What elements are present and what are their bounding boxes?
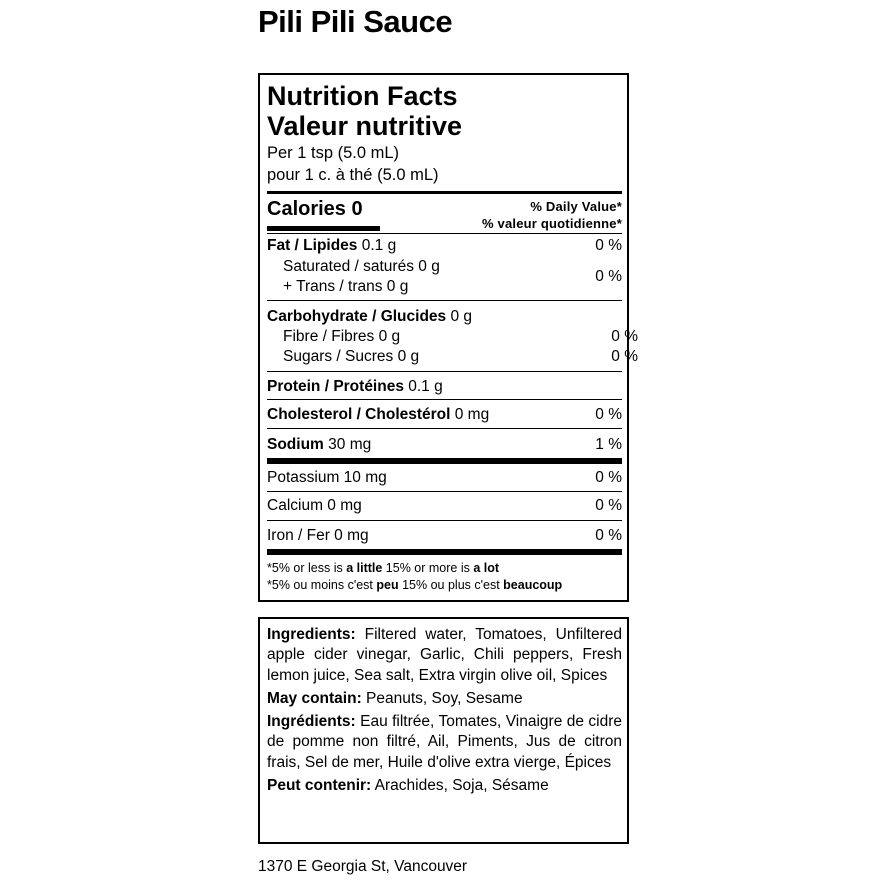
serving-size-fr: pour 1 c. à thé (5.0 mL) bbox=[267, 166, 439, 184]
cholesterol-row bbox=[267, 406, 622, 424]
fat-percent: 0 % bbox=[595, 237, 622, 254]
product-title: Pili Pili Sauce bbox=[258, 4, 453, 39]
serving-size-en: Per 1 tsp (5.0 mL) bbox=[267, 144, 400, 162]
footnote-fr-text: 15% ou plus c'est bbox=[398, 578, 504, 592]
may-contain-text: Peanuts, Soy, Sesame bbox=[361, 689, 523, 707]
divider bbox=[267, 233, 622, 234]
daily-value-header-en: % Daily Value* bbox=[530, 199, 622, 214]
thick-divider bbox=[267, 549, 622, 555]
divider bbox=[267, 371, 622, 372]
cholesterol-amount: 0 mg bbox=[450, 406, 490, 423]
peut-contenir-text: Arachides, Soja, Sésame bbox=[371, 777, 549, 795]
footnote-en-text: *5% or less is bbox=[267, 561, 347, 575]
ingredients-fr bbox=[267, 712, 622, 773]
footnote-en-text: 15% or more is bbox=[382, 561, 474, 575]
calcium-percent: 0 % bbox=[595, 497, 622, 514]
calories-underline bbox=[267, 226, 380, 231]
footnote-fr-text: *5% ou moins c'est bbox=[267, 578, 377, 592]
nutrition-title-en: Nutrition Facts bbox=[267, 81, 458, 111]
potassium-percent: 0 % bbox=[595, 469, 622, 486]
peut-contenir-label: Peut contenir: bbox=[267, 777, 372, 795]
fibre-percent: 0 % bbox=[611, 328, 638, 345]
potassium-label: Potassium 10 mg bbox=[267, 469, 387, 486]
sugars-label: Sugars / Sucres 0 g bbox=[283, 348, 420, 365]
divider bbox=[267, 491, 622, 492]
carbohydrate-amount: 0 g bbox=[446, 308, 473, 325]
daily-value-header-fr: % valeur quotidienne* bbox=[481, 216, 622, 231]
iron-row bbox=[267, 527, 622, 545]
protein-amount: 0.1 g bbox=[403, 378, 443, 395]
footnote-fr-bold: peu bbox=[376, 578, 399, 592]
calcium-label: Calcium 0 mg bbox=[267, 497, 362, 514]
sugars-row bbox=[267, 348, 638, 366]
protein-label: Protein / Protéines bbox=[267, 378, 404, 395]
carbohydrate-row bbox=[267, 308, 622, 326]
divider bbox=[267, 300, 622, 301]
ingredients-en bbox=[267, 625, 622, 686]
iron-percent: 0 % bbox=[595, 527, 622, 544]
carbohydrate-label: Carbohydrate / Glucides bbox=[267, 308, 447, 325]
nutrition-facts-table bbox=[258, 73, 638, 602]
saturated-row: Saturated / saturés 0 g bbox=[283, 258, 440, 275]
thick-divider bbox=[267, 458, 622, 464]
sodium-amount: 30 mg bbox=[323, 436, 372, 453]
footnote-en bbox=[267, 561, 499, 575]
footnote-en-bold: a lot bbox=[473, 561, 500, 575]
fat-label: Fat / Lipides bbox=[267, 237, 358, 254]
footnote-fr bbox=[267, 578, 562, 592]
protein-row bbox=[267, 378, 622, 396]
cholesterol-label: Cholesterol / Cholestérol bbox=[267, 406, 451, 423]
cholesterol-percent: 0 % bbox=[595, 406, 622, 423]
ingredients-en-text: Filtered water, Tomatoes, Unfiltered apple cider vinegar, Garlic, Chili peppers, Fresh lemon juice, Sea salt, Extra virgin olive oil, Spices bbox=[267, 626, 622, 684]
divider bbox=[267, 428, 622, 429]
fibre-row bbox=[267, 328, 638, 346]
trans-row: + Trans / trans 0 g bbox=[283, 278, 409, 295]
divider bbox=[267, 520, 622, 521]
fat-row bbox=[267, 237, 622, 255]
footnote-en-bold: a little bbox=[346, 561, 383, 575]
sat-trans-percent: 0 % bbox=[595, 268, 622, 285]
sodium-row bbox=[267, 436, 622, 454]
sodium-label: Sodium bbox=[267, 436, 324, 453]
ingredients-fr-text: Eau filtrée, Tomates, Vinaigre de cidre de pomme non filtré, Ail, Piments, Jus de citron frais, Sel de mer, Huile d'olive extra vierge, Épices bbox=[267, 713, 622, 771]
peut-contenir bbox=[267, 776, 622, 796]
fat-amount: 0.1 g bbox=[357, 237, 397, 254]
may-contain-label: May contain: bbox=[267, 689, 362, 707]
potassium-row bbox=[267, 469, 622, 487]
divider bbox=[267, 399, 622, 400]
may-contain bbox=[267, 689, 622, 709]
address: 1370 E Georgia St, Vancouver bbox=[258, 858, 468, 875]
fibre-label: Fibre / Fibres 0 g bbox=[283, 328, 401, 345]
sugars-percent: 0 % bbox=[611, 348, 638, 365]
iron-label: Iron / Fer 0 mg bbox=[267, 527, 369, 544]
divider bbox=[267, 191, 622, 194]
ingredients-fr-label: Ingrédients: bbox=[267, 713, 356, 731]
footnote-fr-bold: beaucoup bbox=[503, 578, 563, 592]
ingredients-en-label: Ingredients: bbox=[267, 626, 356, 643]
sodium-percent: 1 % bbox=[595, 436, 622, 453]
calories: Calories 0 bbox=[267, 198, 363, 220]
calcium-row bbox=[267, 497, 622, 515]
nutrition-title-fr: Valeur nutritive bbox=[267, 111, 463, 141]
ingredients-box bbox=[258, 617, 629, 844]
